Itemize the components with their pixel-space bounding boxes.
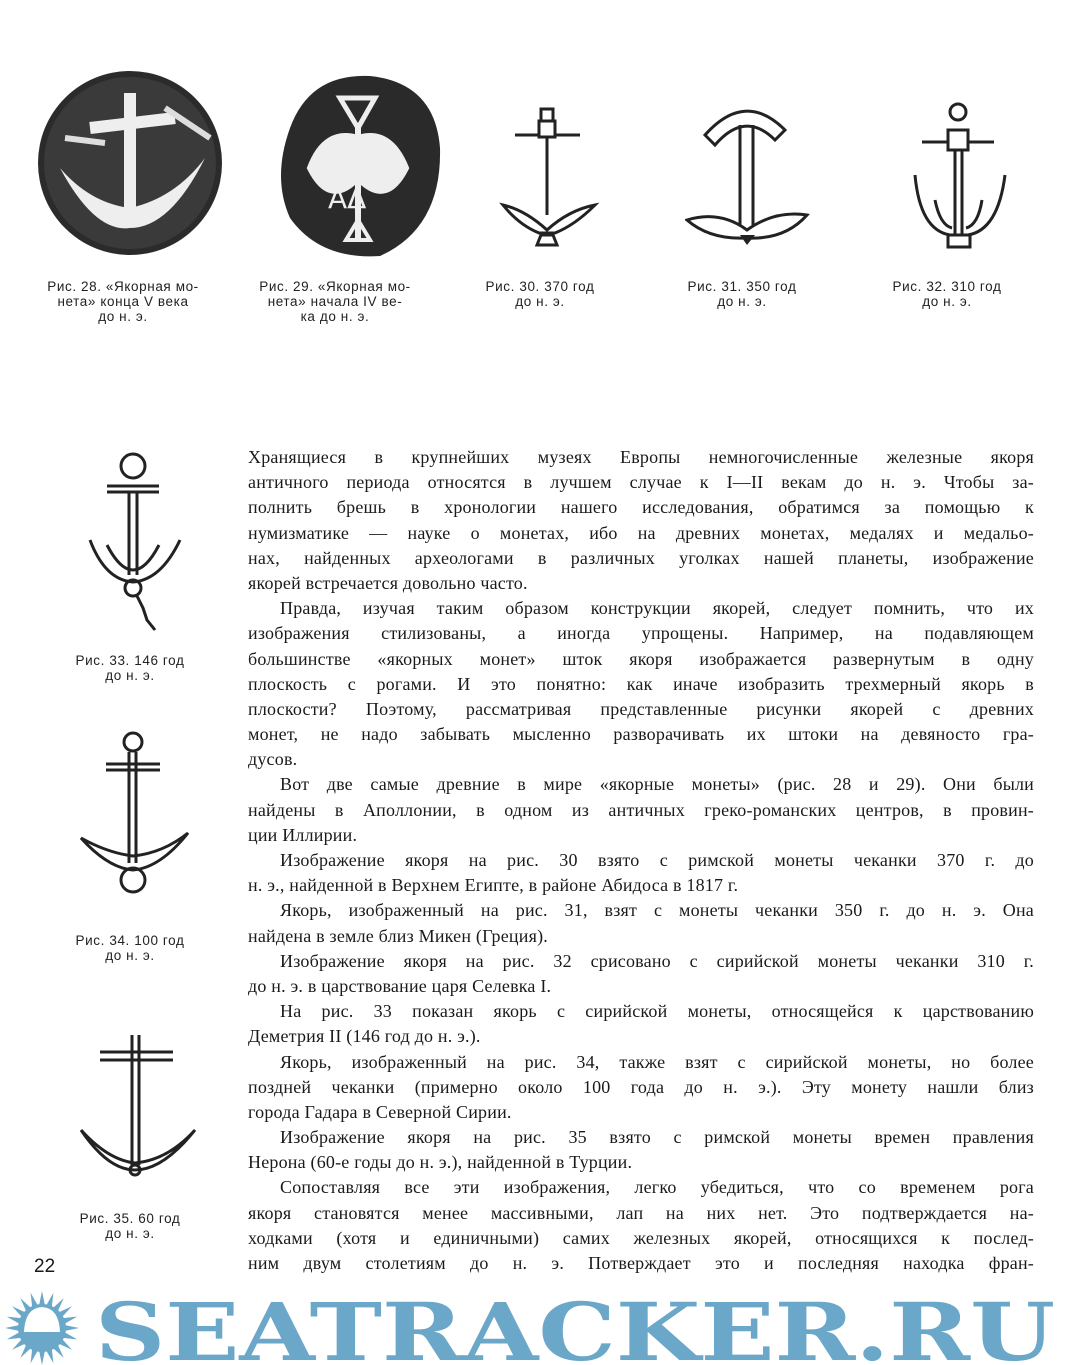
page-number: 22 bbox=[34, 1256, 56, 1277]
text-line: дусов. bbox=[248, 749, 298, 770]
text-line: Изображение якоря на рис. 35 взято с римской монеты времен правления bbox=[280, 1127, 1034, 1148]
text-line: плоскость с рогами. И это понятно: как иначе изобразить трехмерный якорь в bbox=[248, 673, 1034, 694]
caption-line: Рис. 31. 350 год bbox=[687, 279, 797, 294]
text-line: полнить брешь в хронологии нашего исследования, обратимся за помощью к bbox=[248, 497, 1034, 518]
caption-line: Рис. 34. 100 год bbox=[75, 933, 185, 948]
figure-31-caption bbox=[657, 279, 827, 309]
caption-line: Рис. 30. 370 год bbox=[485, 279, 595, 294]
text-line: поздней чеканки (примерно около 100 года до н. э.). Эту монету нашли близ bbox=[248, 1076, 1034, 1097]
figure-34-anchor bbox=[78, 728, 193, 898]
text-line: якорей встречается довольно часто. bbox=[248, 572, 528, 593]
paragraph bbox=[248, 445, 1034, 596]
text-line: плоскости? Поэтому, рассматривая представленные рисунки якорей с древних bbox=[248, 698, 1034, 719]
text-line: Деметрия II (146 год до н. э.). bbox=[248, 1026, 481, 1047]
sun-ray bbox=[39, 1350, 45, 1365]
figure-33-anchor bbox=[85, 450, 185, 640]
text-line: нах, найденных археологами в различных уголках нашей планеты, изображение bbox=[248, 547, 1034, 568]
paragraph bbox=[248, 772, 1034, 848]
sun-ray bbox=[39, 1291, 45, 1306]
caption-line: до н. э. bbox=[105, 1226, 155, 1241]
paragraph bbox=[248, 596, 1034, 772]
body-text bbox=[248, 445, 1034, 1276]
text-line: Хранящиеся в крупнейших музеях Европы немногочисленные железные якоря bbox=[248, 447, 1034, 467]
sun-ray bbox=[5, 1325, 20, 1331]
caption-line: Рис. 35. 60 год bbox=[79, 1211, 181, 1226]
text-line: Якорь, изображенный на рис. 31, взят с монеты чеканки 350 г. до н. э. Она bbox=[280, 900, 1034, 921]
figure-35-anchor bbox=[78, 1030, 198, 1180]
caption-line: до н. э. bbox=[105, 668, 155, 683]
text-line: Правда, изучая таким образом конструкции якорей, следует помнить, что их bbox=[280, 598, 1034, 619]
caption-line: нета» конца V века bbox=[57, 294, 189, 309]
paragraph bbox=[248, 1175, 1034, 1276]
paragraph bbox=[248, 949, 1034, 999]
text-line: Нерона (60-е годы до н. э.), найденной в Турции. bbox=[248, 1152, 633, 1173]
caption-line: до н. э. bbox=[717, 294, 767, 309]
sun-logo-icon bbox=[5, 1291, 79, 1365]
text-line: нумизматике — науке о монетах, ибо на древних монетах, медалях и медальо- bbox=[248, 522, 1034, 543]
caption-line: Рис. 33. 146 год bbox=[75, 653, 185, 668]
figure-33-caption bbox=[45, 653, 215, 683]
text-line: большинстве «якорных монет» шток якоря изображается развернутым в одну bbox=[248, 648, 1034, 669]
figure-29-anchor-coin bbox=[270, 68, 445, 263]
caption-line: до н. э. bbox=[922, 294, 972, 309]
text-line: Изображение якоря на рис. 30 взято с римской монеты чеканки 370 г. до bbox=[280, 850, 1034, 870]
sun-ray bbox=[64, 1325, 79, 1331]
text-line: античного периода относятся в лучшем случае к I—II векам до н. э. Чтобы за- bbox=[248, 472, 1034, 493]
figure-28-caption bbox=[28, 279, 218, 324]
figure-34-caption bbox=[45, 933, 215, 963]
text-line: монет, не надо забывать мысленно разворачивать их штоки на девяносто гра- bbox=[248, 724, 1034, 745]
figure-28-anchor-coin bbox=[35, 68, 225, 258]
figure-30-caption bbox=[455, 279, 625, 309]
figure-32-caption bbox=[862, 279, 1032, 309]
text-line: ции Иллирии. bbox=[248, 824, 358, 845]
text-line: Якорь, изображенный на рис. 34, также взят с сирийской монеты, но более bbox=[280, 1051, 1034, 1072]
text-line: якоря становятся менее массивными, лап на них нет. Это подтверждается на- bbox=[248, 1202, 1034, 1223]
figure-31-anchor bbox=[685, 100, 810, 250]
paragraph bbox=[248, 1125, 1034, 1175]
caption-line: Рис. 28. «Якорная мо- bbox=[47, 279, 199, 294]
text-line: Вот две самые древние в мире «якорные монеты» (рис. 28 и 29). Они были bbox=[280, 774, 1034, 795]
text-line: ним двум столетиям до н. э. Потверждает это и последняя находка фран- bbox=[248, 1253, 1034, 1273]
caption-line: до н. э. bbox=[98, 309, 148, 324]
caption-line: Рис. 32. 310 год bbox=[892, 279, 1002, 294]
text-line: Сопоставляя все эти изображения, легко убедиться, что со временем рога bbox=[280, 1177, 1034, 1198]
caption-line: до н. э. bbox=[105, 948, 155, 963]
figure-35-caption bbox=[45, 1211, 215, 1241]
watermark bbox=[0, 1288, 1080, 1365]
text-line: ходками (хотя и единичными) самих железных якорей, относящихся к послед- bbox=[248, 1227, 1034, 1248]
text-line: изображения стилизованы, а иногда упрощены. Например, на подавляющем bbox=[248, 623, 1034, 644]
paragraph bbox=[248, 1050, 1034, 1126]
paragraph bbox=[248, 848, 1034, 898]
text-line: до н. э. в царствование царя Селевка I. bbox=[248, 975, 552, 996]
paragraph bbox=[248, 898, 1034, 948]
caption-line: до н. э. bbox=[515, 294, 565, 309]
watermark-text: SEATRACKER.RU bbox=[95, 1288, 1055, 1365]
text-line: города Гадара в Северной Сирии. bbox=[248, 1101, 512, 1122]
caption-line: Рис. 29. «Якорная мо- bbox=[259, 279, 411, 294]
text-line: На рис. 33 показан якорь с сирийской монеты, относящейся к царствованию bbox=[280, 1001, 1034, 1022]
figure-29-caption bbox=[240, 279, 430, 324]
text-line: найдена в земле близ Микен (Греция). bbox=[248, 925, 548, 946]
figure-30-anchor bbox=[495, 105, 605, 255]
caption-line: нета» начала IV ве- bbox=[267, 294, 403, 309]
figure-32-anchor bbox=[910, 100, 1010, 255]
text-line: найдены в Аполлонии, в одном из античных греко-романских центров, в провин- bbox=[248, 799, 1034, 820]
text-line: н. э., найденной в Верхнем Египте, в районе Абидоса в 1817 г. bbox=[248, 875, 739, 896]
paragraph bbox=[248, 999, 1034, 1049]
text-line: Изображение якоря на рис. 32 срисовано с сирийской монеты чеканки 310 г. bbox=[280, 950, 1034, 971]
caption-line: ка до н. э. bbox=[300, 309, 370, 324]
coin-letters: ΑΔ bbox=[328, 182, 367, 215]
